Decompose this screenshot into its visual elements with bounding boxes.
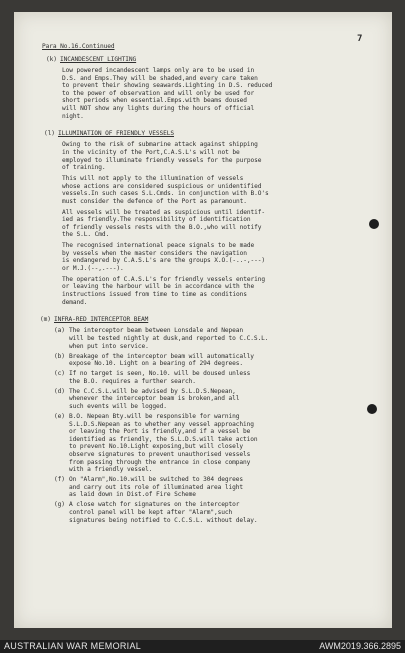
item-line: or leaving the Port is friendly,and if a vessel be <box>69 428 251 436</box>
body-line: will NOT show any lights during the hours of official <box>62 105 255 112</box>
section-marker: (l) <box>44 130 55 138</box>
body-line: is endangered by C.A.S.L's are the groups X.O.(-..-,---) <box>62 257 266 265</box>
section-heading: ILLUMINATION OF FRIENDLY VESSELS <box>58 130 175 138</box>
item-line: and carry out its role of illuminated area light <box>69 483 244 491</box>
body-line: of friendly vessels rests with the B.O.,who will notify <box>62 223 262 231</box>
reference-number: AWM2019.366.2895 <box>319 641 401 651</box>
body-line: night. <box>62 112 84 120</box>
item-marker: (d) <box>54 387 65 395</box>
body-line: All vessels will be treated as suspicious until identif- <box>62 208 266 216</box>
item-line: A close watch for signatures on the interceptor <box>69 501 240 509</box>
para-header: Para No.16.Continued <box>42 43 115 50</box>
item-line: whenever the interceptor beam is broken,and all <box>69 395 240 403</box>
item-line: observe signatures to prevent unauthorised vessels <box>69 451 251 458</box>
section-marker: (k) <box>46 56 57 63</box>
item-line: The interceptor beam between Lonsdale and Nepean <box>69 327 244 335</box>
item-marker: (f) <box>54 476 65 484</box>
item-marker: (g) <box>54 501 65 509</box>
body-line: must consider the defence of the Port as paramount. <box>62 197 247 205</box>
item-line: will be tested nightly at dusk,and reported to C.C.S.L. <box>69 335 269 342</box>
item-marker: (e) <box>54 413 65 420</box>
item-line: S.L.D.S.Nepean as to whether any vessel approaching <box>69 420 254 428</box>
item-marker: (c) <box>54 370 65 378</box>
item-line: with a friendly vessel. <box>69 466 153 474</box>
item-marker: (b) <box>54 352 65 360</box>
item-line: The C.C.S.L.will be advised by S.L.D.S.Nepean, <box>69 387 236 395</box>
body-line: by vessels when the master considers the navigation <box>62 249 247 257</box>
item-line: On "Alarm",No.10.will be switched to 304 degrees <box>69 476 244 484</box>
item-line: expose No.10. Light on a bearing of 294 degrees. <box>69 360 244 368</box>
section-marker: (m) <box>40 316 51 324</box>
body-line: The operation of C.A.S.L's for friendly vessels entering <box>62 275 266 283</box>
item-line: identified as friendly, the S.L.D.S.will take action <box>69 435 258 443</box>
item-line: from passing through the entrance in close company <box>69 458 251 466</box>
item-line: as laid down in Dist.of Fire Scheme <box>69 491 196 499</box>
body-line: demand. <box>62 298 88 306</box>
item-line: If no target is seen, No.10. will be doused unless <box>69 370 251 378</box>
item-line: control panel will be kept after "Alarm",such <box>69 509 233 516</box>
body-line: the S.L. Cmd. <box>62 231 110 239</box>
item-line: Breakage of the interceptor beam will automatically <box>69 352 254 360</box>
body-line: in the vicinity of the Port,C.A.S.L's will not be <box>62 149 240 156</box>
footer-bar <box>0 640 405 653</box>
body-line: Owing to the risk of submarine attack against shipping <box>62 141 258 149</box>
institution-name: AUSTRALIAN WAR MEMORIAL <box>4 641 142 651</box>
item-marker: (a) <box>54 327 65 335</box>
item-line: B.O. Nepean Bty.will be responsible for warning <box>69 413 240 420</box>
page-number: 7 <box>357 34 363 44</box>
body-line: or leaving the harbour will be in accordance with the <box>62 283 255 291</box>
body-line: vessels.In such cases S.L.Cmds. in conjunction with B.O's <box>62 190 269 198</box>
body-line: Low powered incandescent lamps only are to be used in <box>62 67 255 74</box>
punch-hole-bottom <box>367 404 377 414</box>
body-line: whose actions are considered suspicious or unidentified <box>62 182 262 190</box>
body-line: The recognised international peace signals to be made <box>62 242 255 250</box>
section-heading: INFRA-RED INTERCEPTOR BEAM <box>54 316 149 324</box>
body-line: of training. <box>62 164 106 172</box>
item-line: to prevent No.10.Light exposing,but will closely <box>69 443 244 451</box>
body-line: short periods when essential.Emps.with beams doused <box>62 97 247 105</box>
body-line: to the power of observation and will only be used for <box>62 89 255 97</box>
item-line: such events will be logged. <box>69 403 167 410</box>
document-page <box>14 12 392 628</box>
body-line: D.S. and Emps.They will be shaded,and every care taken <box>62 74 258 82</box>
body-line: employed to illuminate friendly vessels for the purpose <box>62 156 262 164</box>
body-line: ied as friendly.The responsibility of identification <box>62 216 251 224</box>
body-line: to prevent their showing seawards.Lighting in D.S. reduced <box>62 82 273 90</box>
body-line: This will not apply to the illumination of vessels <box>62 175 244 182</box>
item-line: signatures being notified to C.C.S.L. without delay. <box>69 516 258 524</box>
section-heading: INCANDESCENT LIGHTING <box>60 56 137 63</box>
item-line: the B.O. requires a further search. <box>69 377 196 385</box>
item-line: when put into service. <box>69 342 149 350</box>
body-line: or M.J.(--,.---). <box>62 265 124 272</box>
body-line: instructions issued from time to time as conditions <box>62 291 247 298</box>
punch-hole-top <box>369 219 379 229</box>
